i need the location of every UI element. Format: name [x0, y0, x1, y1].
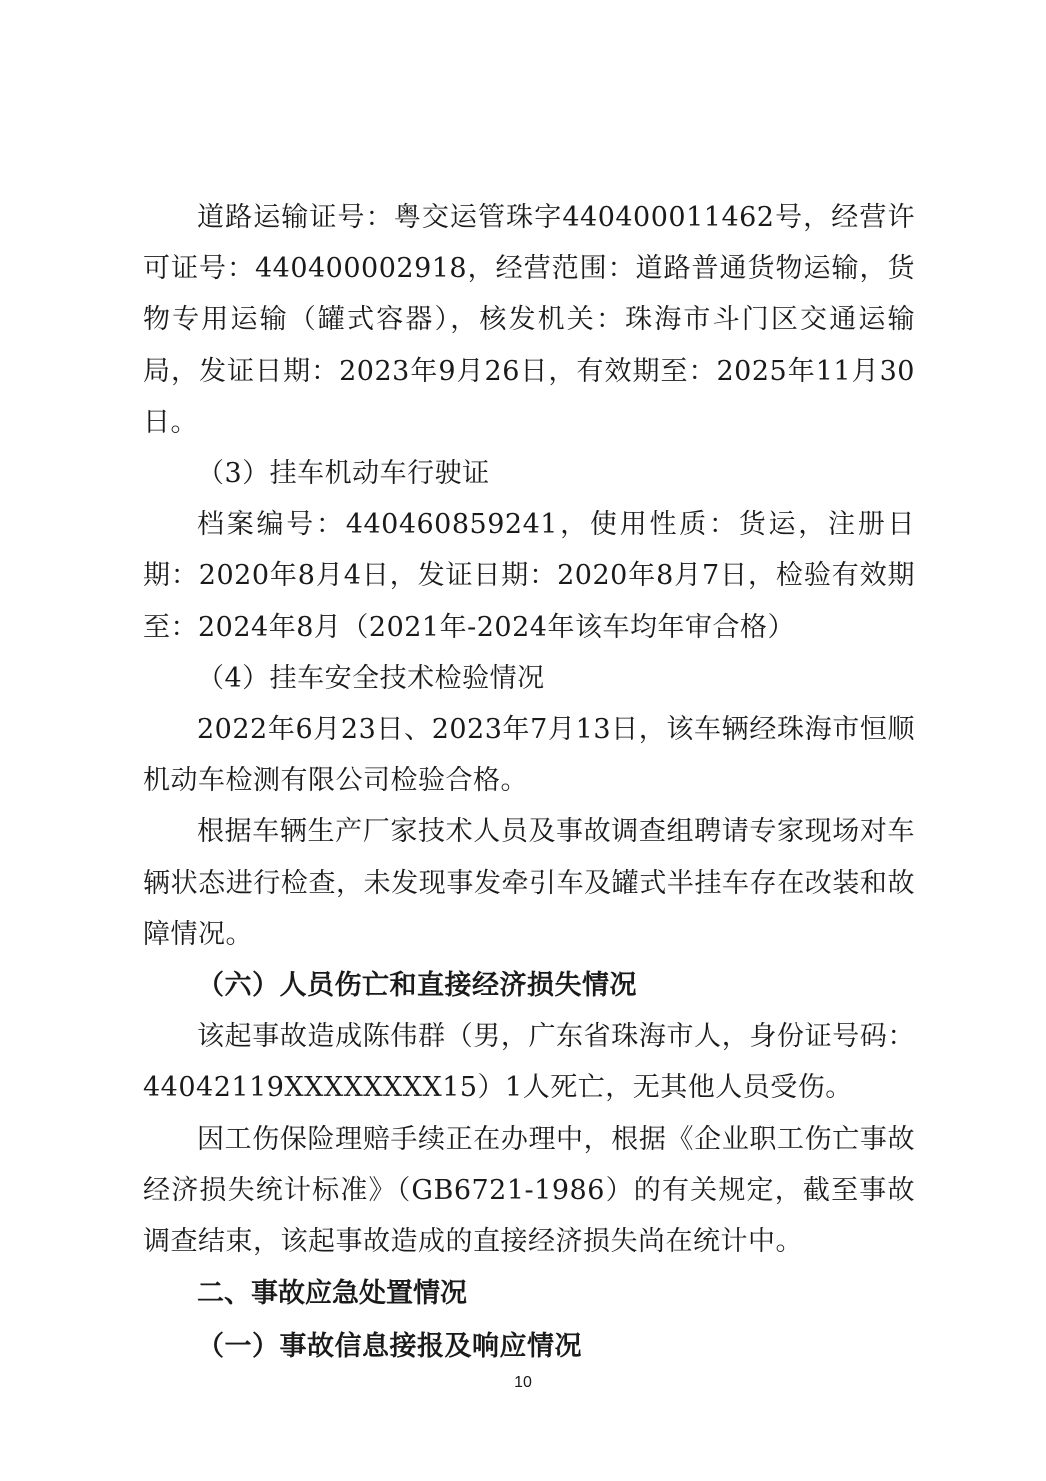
paragraph-trailer-license-details: 档案编号：440460859241，使用性质：货运，注册日期：2020年8月4日，发证日期：2020年8月7日，检验有效期至：2024年8月（2021年-2024年该车均年审合格） [143, 509, 915, 643]
page-number: 10 [514, 1374, 532, 1391]
subheading-trailer-inspection: （4）挂车安全技术检验情况 [197, 662, 545, 694]
document-body [143, 192, 915, 1372]
section-heading-emergency-response: 二、事故应急处置情况 [197, 1278, 467, 1310]
paragraph-road-transport-permit: 道路运输证号：粤交运管珠字440400011462号，经营许可证号：440400002918，经营范围：道路普通货物运输，货物专用运输（罐式容器），核发机关：珠海市斗门区交通运输局，发证日期：2023年9月26日，有效期至：2025年11月30日。 [143, 202, 915, 438]
subheading-incident-reporting: （一）事故信息接报及响应情况 [197, 1331, 582, 1363]
subheading-trailer-license: （3）挂车机动车行驶证 [197, 458, 490, 490]
paragraph-vehicle-check: 根据车辆生产厂家技术人员及事故调查组聘请专家现场对车辆状态进行检查，未发现事发牵引车及罐式半挂车存在改装和故障情况。 [143, 816, 915, 950]
paragraph-economic-losses: 因工伤保险理赔手续正在办理中，根据《企业职工伤亡事故经济损失统计标准》（GB6721-1986）的有关规定，截至事故调查结束，该起事故造成的直接经济损失尚在统计中。 [143, 1123, 915, 1258]
subheading-casualties-losses: （六）人员伤亡和直接经济损失情况 [197, 970, 637, 1002]
paragraph-trailer-inspection-details: 2022年6月23日、2023年7月13日，该车辆经珠海市恒顺机动车检测有限公司检验合格。 [143, 714, 915, 797]
paragraph-casualties: 该起事故造成陈伟群（男，广东省珠海市人，身份证号码：44042119XXXXXXXX15）1人死亡，无其他人员受伤。 [143, 1021, 915, 1104]
